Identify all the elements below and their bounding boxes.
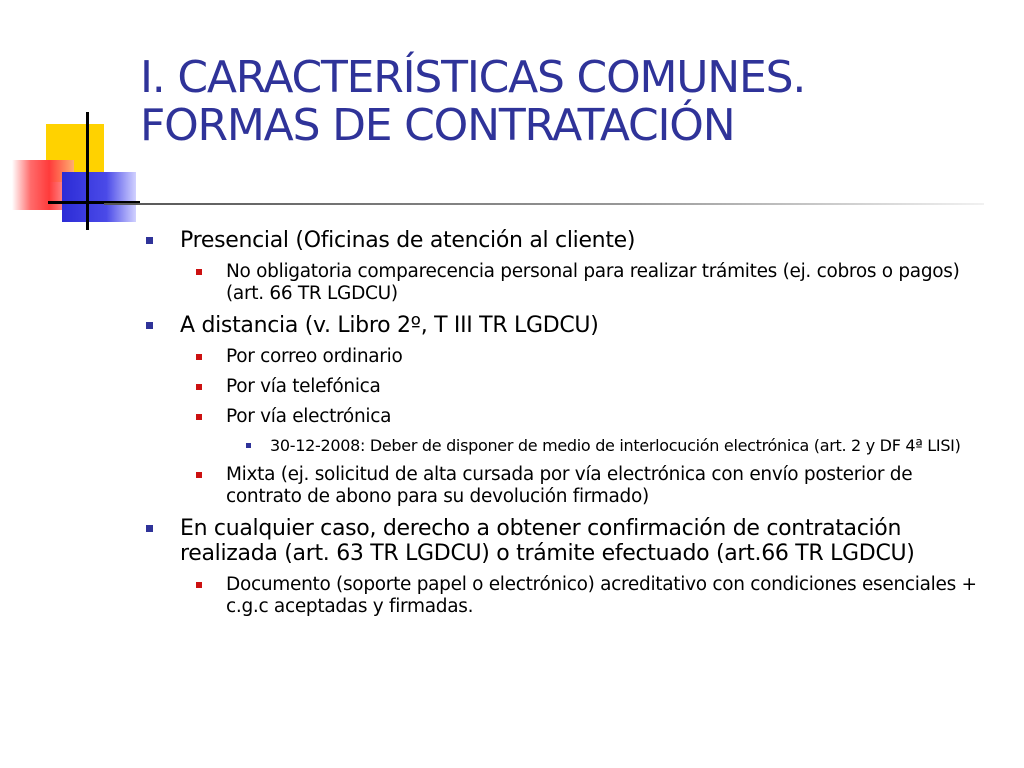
- bullet-list: [140, 228, 990, 626]
- square-bullet-icon: [196, 472, 202, 478]
- list-item: [140, 464, 990, 508]
- square-bullet-icon: [146, 237, 153, 244]
- list-item-text: A distancia (v. Libro 2º, T III TR LGDCU): [180, 313, 599, 338]
- list-item-text: Por vía telefónica: [226, 376, 381, 397]
- list-item: [140, 406, 990, 428]
- list-item-text: Presencial (Oficinas de atención al cliente): [180, 228, 636, 253]
- list-item: [140, 313, 990, 338]
- list-item: [140, 574, 990, 618]
- square-bullet-icon: [196, 384, 202, 390]
- list-item: [140, 346, 990, 368]
- title-line-1: I. CARACTERÍSTICAS COMUNES.: [140, 52, 806, 103]
- list-item-text: Por correo ordinario: [226, 346, 403, 367]
- square-bullet-icon: [196, 582, 202, 588]
- list-item: [140, 261, 990, 305]
- list-item-text: Mixta (ej. solicitud de alta cursada por vía electrónica con envío posterior de contrato de abono para su devolución firmado): [226, 464, 913, 507]
- square-bullet-icon: [196, 269, 202, 275]
- list-item-text: 30-12-2008: Deber de disponer de medio de interlocución electrónica (art. 2 y DF 4ª LISI): [270, 436, 961, 455]
- list-item-text: No obligatoria comparecencia personal para realizar trámites (ej. cobros o pagos) (art. 66 TR LGDCU): [226, 261, 960, 304]
- title-divider: [104, 203, 984, 205]
- square-bullet-icon: [246, 443, 251, 448]
- list-item: [140, 376, 990, 398]
- title-line-2: FORMAS DE CONTRATACIÓN: [140, 100, 735, 151]
- list-item: [140, 436, 990, 456]
- list-item-text: Por vía electrónica: [226, 406, 392, 427]
- slide-title: [140, 54, 1010, 150]
- blue-square: [62, 172, 136, 222]
- square-bullet-icon: [196, 414, 202, 420]
- list-item: [140, 516, 990, 566]
- vertical-line: [86, 112, 89, 230]
- list-item-text: En cualquier caso, derecho a obtener confirmación de contratación realizada (art. 63 TR LGDCU) o trámite efectuado (art.66 TR LGDCU): [180, 516, 915, 566]
- square-bullet-icon: [196, 354, 202, 360]
- square-bullet-icon: [146, 322, 153, 329]
- square-bullet-icon: [146, 525, 153, 532]
- list-item: [140, 228, 990, 253]
- list-item-text: Documento (soporte papel o electrónico) acreditativo con condiciones esenciales + c.g.c aceptadas y firmadas.: [226, 574, 977, 617]
